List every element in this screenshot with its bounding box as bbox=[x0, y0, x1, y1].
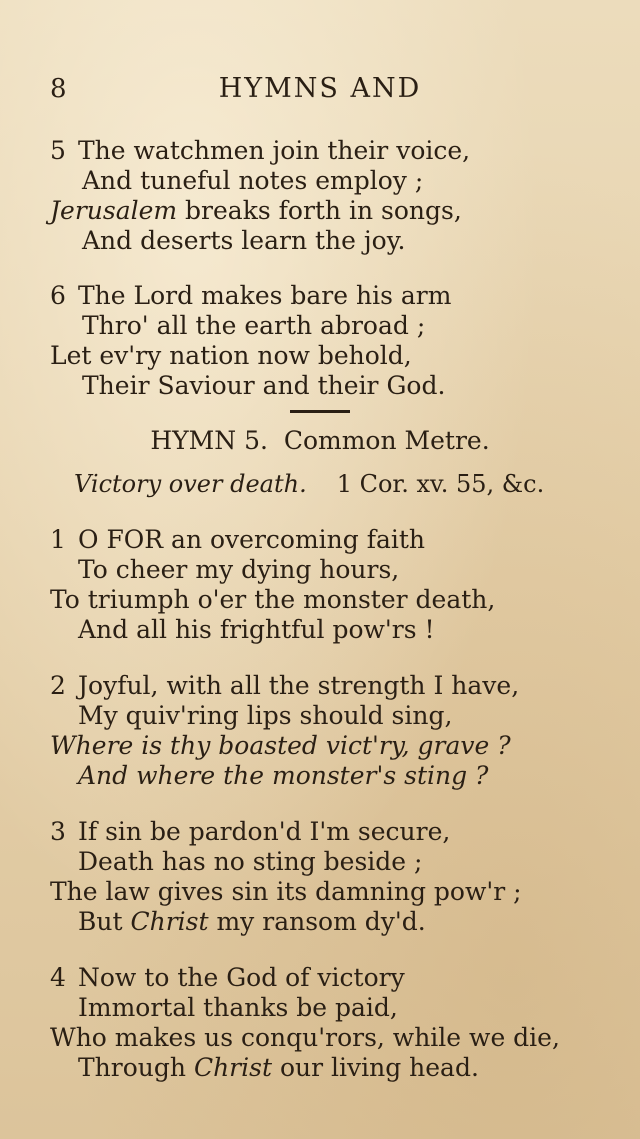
hymn-metre: Common Metre. bbox=[283, 426, 490, 455]
stanza-line: The law gives sin its damning pow'r ; bbox=[50, 877, 522, 906]
stanza-line bbox=[50, 963, 405, 993]
stanza-line: And deserts learn the joy. bbox=[82, 226, 406, 255]
stanza-line: Immortal thanks be paid, bbox=[78, 993, 398, 1022]
stanza-line: To triumph o'er the monster death, bbox=[50, 585, 496, 614]
stanza-text: The Lord makes bare his arm bbox=[78, 281, 452, 310]
scripture-reference: 1 Cor. xv. 55, &c. bbox=[336, 470, 545, 498]
stanza-number: 1 bbox=[50, 525, 66, 554]
stanza-text: breaks forth in songs, bbox=[177, 196, 462, 225]
stanza-line bbox=[78, 1053, 479, 1083]
hymn-subject: Victory over death. bbox=[74, 470, 307, 498]
stanza-number: 4 bbox=[50, 963, 66, 992]
stanza-number: 6 bbox=[50, 281, 66, 310]
stanza-number: 3 bbox=[50, 817, 66, 846]
stanza-line: And tuneful notes employ ; bbox=[82, 166, 424, 195]
stanza-line: Death has no sting beside ; bbox=[78, 847, 423, 876]
stanza-text: Through bbox=[78, 1053, 194, 1082]
stanza-line: Where is thy boasted vict'ry, grave ? bbox=[50, 731, 511, 760]
stanza-line: Let ev'ry nation now behold, bbox=[50, 341, 412, 370]
stanza-line: Thro' all the earth abroad ; bbox=[82, 311, 426, 340]
stanza-line: To cheer my dying hours, bbox=[78, 555, 400, 584]
stanza-text: Now to the God of victory bbox=[78, 963, 405, 992]
stanza-text: Joyful, with all the strength I have, bbox=[78, 671, 520, 700]
stanza-line bbox=[50, 525, 425, 555]
italic-word: Christ bbox=[193, 1053, 272, 1082]
page-number: 8 bbox=[50, 74, 67, 104]
stanza-number: 2 bbox=[50, 671, 66, 700]
stanza-line bbox=[50, 817, 450, 847]
italic-word: Christ bbox=[130, 907, 209, 936]
stanza-line bbox=[50, 671, 519, 701]
stanza-line bbox=[50, 196, 462, 226]
stanza-line: And all his frightful pow'rs ! bbox=[78, 615, 435, 644]
stanza-text: O FOR an overcoming faith bbox=[78, 525, 426, 554]
stanza-line bbox=[50, 136, 470, 166]
stanza-line: And where the monster's sting ? bbox=[78, 761, 489, 790]
hymn-title: HYMN 5. bbox=[150, 426, 268, 455]
stanza-text: our living head. bbox=[272, 1053, 479, 1082]
stanza-line bbox=[78, 907, 426, 937]
stanza-text: my ransom dy'd. bbox=[208, 907, 426, 936]
stanza-text: The watchmen join their voice, bbox=[78, 136, 471, 165]
stanza-number: 5 bbox=[50, 136, 66, 165]
stanza-line: Their Saviour and their God. bbox=[82, 371, 446, 400]
stanza-line: My quiv'ring lips should sing, bbox=[78, 701, 453, 730]
section-rule bbox=[290, 410, 350, 413]
hymn-heading bbox=[0, 426, 640, 456]
hymn-subtitle bbox=[74, 469, 544, 499]
italic-word: Jerusalem bbox=[50, 196, 178, 225]
running-head: HYMNS AND bbox=[218, 73, 422, 104]
stanza-text: But bbox=[78, 907, 131, 936]
stanza-text: If sin be pardon'd I'm secure, bbox=[78, 817, 451, 846]
stanza-line: Who makes us conqu'rors, while we die, bbox=[50, 1023, 560, 1052]
stanza-line bbox=[50, 281, 451, 311]
page-header bbox=[0, 72, 640, 112]
